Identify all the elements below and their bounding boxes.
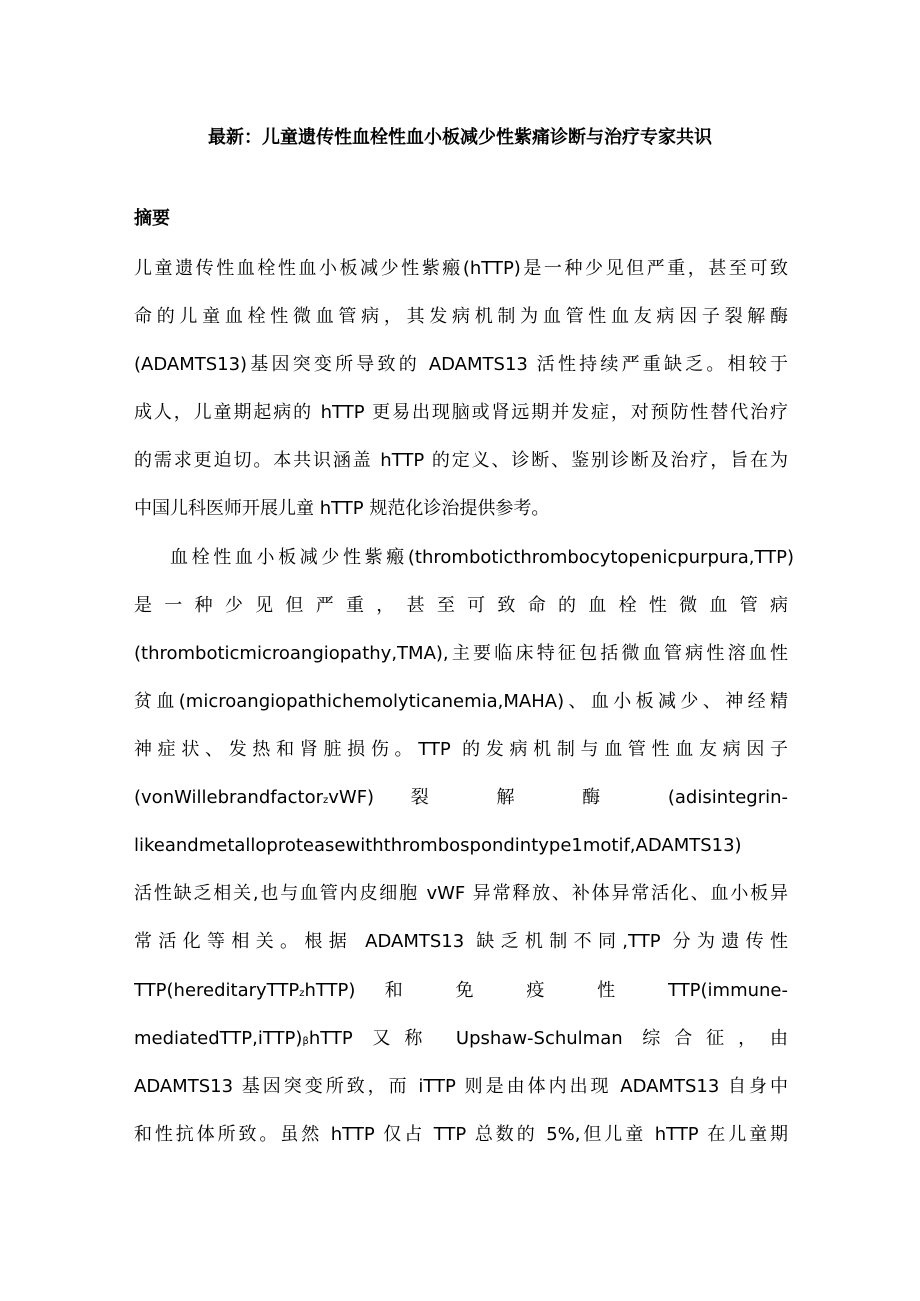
abstract-heading: 摘要	[134, 208, 170, 229]
body-line: 是一种少见但严重，甚至可致命的血栓性微血管病	[134, 595, 788, 616]
body-line: 和性抗体所致。虽然 hTTP 仅占 TTP 总数的 5%,但儿童 hTTP 在儿童期	[134, 1124, 788, 1145]
body-text-segment: TTP(hereditaryTTP	[134, 980, 300, 1001]
body-line: likeandmetalloproteasewiththrombospondintype1motif,ADAMTS13)	[134, 835, 742, 856]
body-line: 血栓性血小板减少性紫瘢(thromboticthrombocytopenicpurpura,TTP)	[170, 547, 794, 568]
subscript-mark: z	[323, 795, 329, 806]
abstract-line: 中国儿科医师开展儿童 hTTP 规范化诊治提供参考。	[134, 498, 550, 519]
subscript-mark: z	[299, 988, 305, 999]
subscript-mark: β	[302, 1036, 309, 1047]
abstract-line: (ADAMTS13)基因突变所导致的 ADAMTS13 活性持续严重缺乏。相较于	[134, 354, 788, 375]
abstract-line: 儿童遗传性血栓性血小板减少性紫瘢(hTTP)是一种少见但严重，甚至可致	[134, 258, 788, 279]
body-text-segment: vWF) 裂 解 酶 (adisintegrin-	[328, 787, 788, 808]
body-text-segment: mediatedTTP,iTTP)	[134, 1028, 303, 1049]
body-line	[134, 1025, 788, 1056]
body-line: (thromboticmicroangiopathy,TMA),主要临床特征包括微血管病性溶血性	[134, 643, 788, 664]
abstract-line: 的需求更迫切。本共识涵盖 hTTP 的定义、诊断、鉴别诊断及治疗，旨在为	[134, 450, 788, 471]
body-text-segment: (vonWillebrandfactor	[134, 787, 323, 808]
abstract-line: 成人，儿童期起病的 hTTP 更易出现脑或肾远期并发症，对预防性替代治疗	[134, 402, 788, 423]
body-line: 神症状、发热和肾脏损伤。TTP 的发病机制与血管性血友病因子	[134, 739, 788, 760]
document-title: 最新：儿童遗传性血栓性血小板减少性紫痛诊断与治疗专家共识	[208, 127, 712, 148]
body-line	[134, 977, 788, 1008]
body-line: 贫血(microangiopathichemolyticanemia,MAHA)、血小板减少、神经精	[134, 691, 788, 712]
abstract-line: 命的儿童血栓性微血管病，其发病机制为血管性血友病因子裂解酶	[134, 306, 788, 327]
body-line: 常活化等相关。根据 ADAMTS13 缺乏机制不同,TTP 分为遗传性	[134, 931, 788, 952]
body-line	[134, 784, 788, 815]
body-line: 活性缺乏相关,也与血管内皮细胞 vWF 异常释放、补体异常活化、血小板异	[134, 883, 788, 904]
body-text-segment: hTTP 又称 Upshaw-Schulman 综合征，由	[308, 1028, 788, 1049]
body-text-segment: hTTP) 和 免 疫 性 TTP(immune-	[304, 980, 788, 1001]
body-line: ADAMTS13 基因突变所致，而 iTTP 则是由体内出现 ADAMTS13 自身中	[134, 1076, 788, 1097]
